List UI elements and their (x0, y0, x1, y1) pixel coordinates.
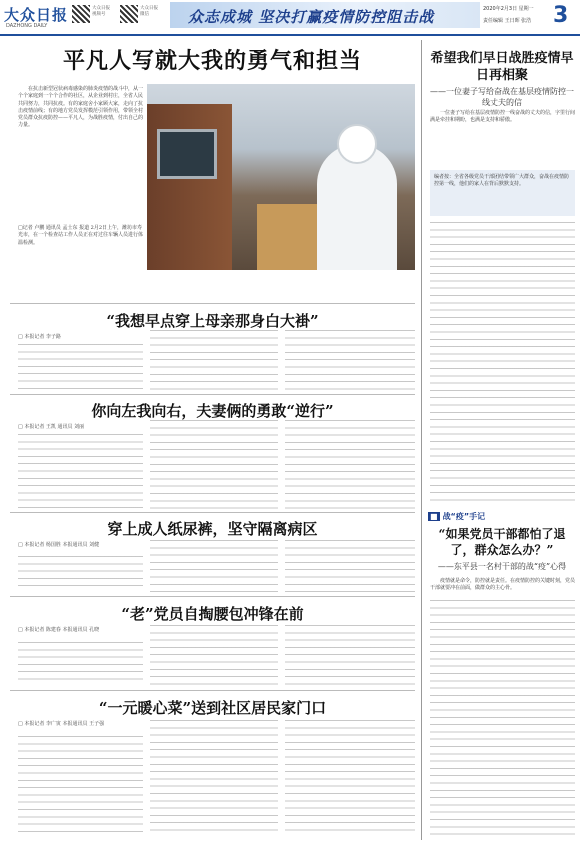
qr-code-icon (72, 5, 90, 23)
section-divider (10, 690, 415, 691)
section-title: 你向左我向右，夫妻俩的勇敢“逆行” (91, 402, 334, 420)
article-text (285, 720, 415, 836)
section-banner (170, 2, 480, 28)
article-text (285, 330, 415, 390)
column-tag (428, 511, 485, 522)
column-tag-marker: ■ (430, 512, 438, 521)
section-byline: □ 本报记者 李广寅 本报通讯员 王子强 (18, 721, 105, 727)
article-text (18, 344, 143, 390)
article-text (18, 434, 143, 510)
article-text (18, 736, 143, 836)
side-headline-2: “如果党员干部都怕了退了，群众怎么办？” (438, 527, 566, 557)
supply-box (257, 204, 317, 270)
photo-caption: □记者 卢鹏 通讯员 孟士东 报道 2月2日上午，潍坊市寿光市，在一个检查站工作人员正在对过往车辆人员进行体温检测。 (18, 225, 144, 246)
section-divider (10, 512, 415, 513)
main-headline: 平凡人写就大我的勇气和担当 (62, 48, 362, 74)
section-divider (10, 303, 415, 304)
article-text (430, 600, 575, 836)
issue-date: 2020年2月3日 星期一 (483, 6, 534, 12)
article-text (285, 540, 415, 592)
masthead (0, 0, 580, 36)
article-text (285, 420, 415, 510)
side-lead-paragraph: 一位妻子写给在基层疫情防控一线奋战的丈夫的信，字里行间满是牵挂和期盼，也满是支持和骄傲。 (430, 110, 576, 124)
article-text (285, 625, 415, 686)
banner-title: 众志成城 坚决打赢疫情防控阻击战 (188, 8, 435, 26)
qr-label: 大众日报 微信 (140, 6, 158, 17)
section-byline: □ 本报记者 杨国胜 本报通讯员 刘健 (18, 542, 100, 548)
article-text (18, 556, 143, 592)
worker-hood (337, 124, 377, 164)
section-divider (10, 394, 415, 395)
editors: 责任编辑 王日晖 张浩 (483, 18, 532, 24)
section-title: 穿上成人纸尿裤，坚守隔离病区 (107, 520, 318, 538)
section-byline: □ 本报记者 陈建春 本报通讯员 孔晓 (18, 627, 100, 633)
side-subheadline-2: ——东平县一名村干部的战“疫”心得 (437, 562, 567, 571)
article-text (150, 720, 278, 836)
article-text (150, 330, 278, 390)
news-photo (147, 84, 415, 270)
column-tag-label: 战“疫”手记 (442, 512, 486, 521)
article-text (150, 540, 278, 592)
section-byline: □ 本报记者 李子路 (18, 334, 61, 340)
column-divider (421, 40, 422, 840)
article-text (18, 642, 143, 686)
side-headline: 希望我们早日战胜疫情早日再相聚 (430, 51, 574, 83)
article-text (150, 625, 278, 686)
newspaper-logo: 大众日报 (4, 6, 69, 24)
article-text (430, 222, 575, 504)
logo-subtitle: DAZHONG DAILY (6, 23, 48, 29)
editor-note-text: 编者按：全省各级党员干部团结带领广大群众，奋战在疫情防控第一线，他们的家人在背后默默支持。 (434, 174, 570, 188)
side-subheadline: ——一位妻子写给奋战在基层疫情防控一线丈夫的信 (430, 87, 574, 107)
side-lead-paragraph-2: 疫情就是命令，防控就是责任。在疫情防控的关键时刻，党员干部就要冲在前面，做群众的主心骨。 (430, 578, 576, 592)
section-title: “我想早点穿上母亲那身白大褂” (106, 312, 319, 330)
section-byline: □ 本报记者 王凯 通讯员 刘丽 (18, 424, 85, 430)
truck-window (157, 129, 217, 179)
page-number: 3 (553, 3, 569, 28)
qr-code-icon (120, 5, 138, 23)
section-title: “一元暖心菜”送到社区居民家门口 (98, 699, 327, 717)
article-text (150, 420, 278, 510)
section-title: “老”党员自掏腰包冲锋在前 (121, 605, 304, 623)
section-divider (10, 596, 415, 597)
qr-label: 大众日报 视频号 (92, 6, 110, 17)
intro-paragraph: 在抗击新型冠状病毒感染的肺炎疫情的战斗中，从一个个家庭到一个个合作的社区，从企业到村庄，全省人民共同努力，共同抗疫。有的家庭舍小家顾大家，走向了抗击疫情前线；有的地方党员发挥模范引领作用，带领全村党员群众抗疫防控——平凡人，为战胜疫情，付出自己的力量。 (18, 86, 144, 129)
